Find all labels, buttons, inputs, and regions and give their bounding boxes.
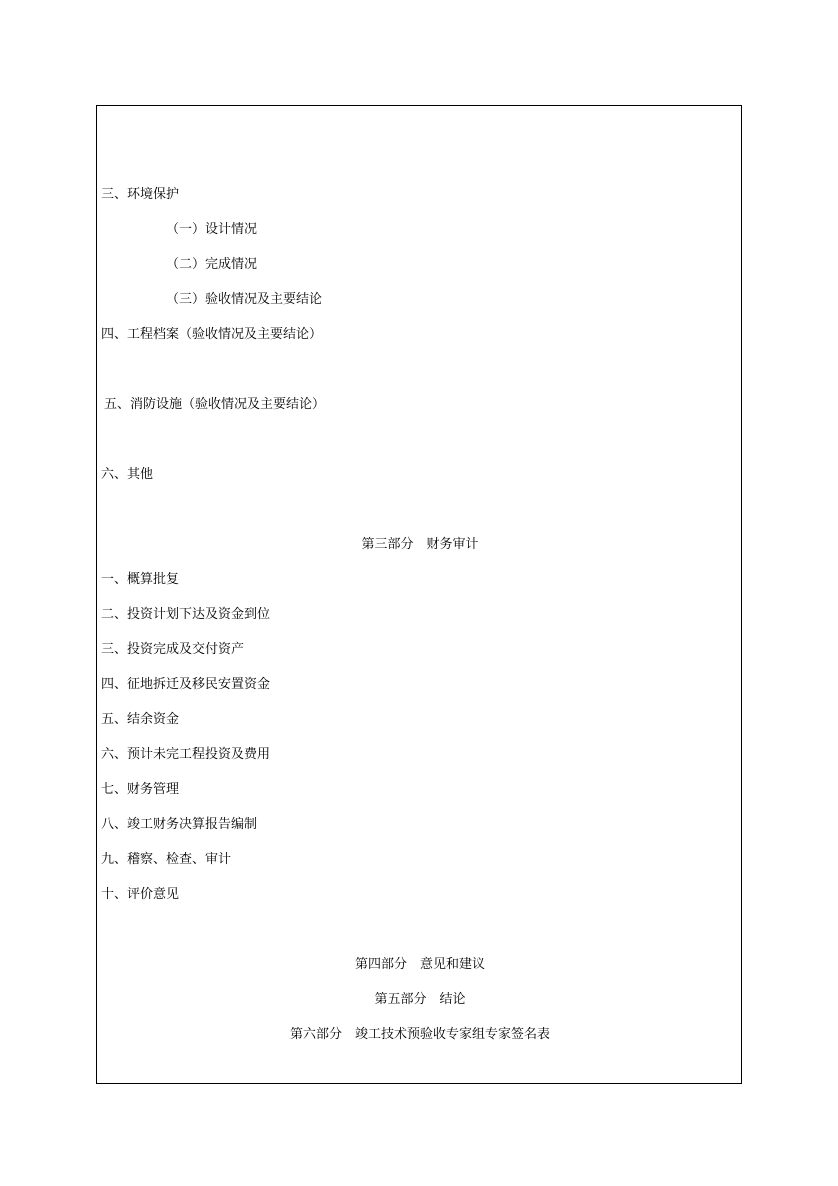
section-project-archives: 四、工程档案（验收情况及主要结论） <box>101 327 323 342</box>
env-acceptance-conclusion: （三）验收情况及主要结论 <box>166 292 323 307</box>
env-design-status: （一）设计情况 <box>166 222 258 237</box>
part3-item: 五、结余资金 <box>101 712 180 727</box>
part4-heading: 第四部分 意见和建议 <box>354 957 485 972</box>
part3-item: 九、稽察、检查、审计 <box>101 852 232 867</box>
part5-heading: 第五部分 结论 <box>374 992 466 1007</box>
part3-item: 三、投资完成及交付资产 <box>101 642 245 657</box>
part6-heading: 第六部分 竣工技术预验收专家组专家签名表 <box>289 1027 550 1042</box>
part3-item: 四、征地拆迁及移民安置资金 <box>101 677 271 692</box>
part3-item: 一、概算批复 <box>101 572 180 587</box>
section-fire-facilities: 五、消防设施（验收情况及主要结论） <box>104 397 326 412</box>
section-other: 六、其他 <box>101 467 154 482</box>
part3-item: 七、财务管理 <box>101 782 180 797</box>
part3-item: 二、投资计划下达及资金到位 <box>101 607 271 622</box>
section-environment-protection: 三、环境保护 <box>101 187 180 202</box>
part3-item: 十、评价意见 <box>101 887 180 902</box>
part3-heading: 第三部分 财务审计 <box>361 537 479 552</box>
part3-item: 六、预计未完工程投资及费用 <box>101 747 271 762</box>
part3-item: 八、竣工财务决算报告编制 <box>101 817 258 832</box>
document-frame <box>96 105 742 1084</box>
env-completion-status: （二）完成情况 <box>166 257 258 272</box>
